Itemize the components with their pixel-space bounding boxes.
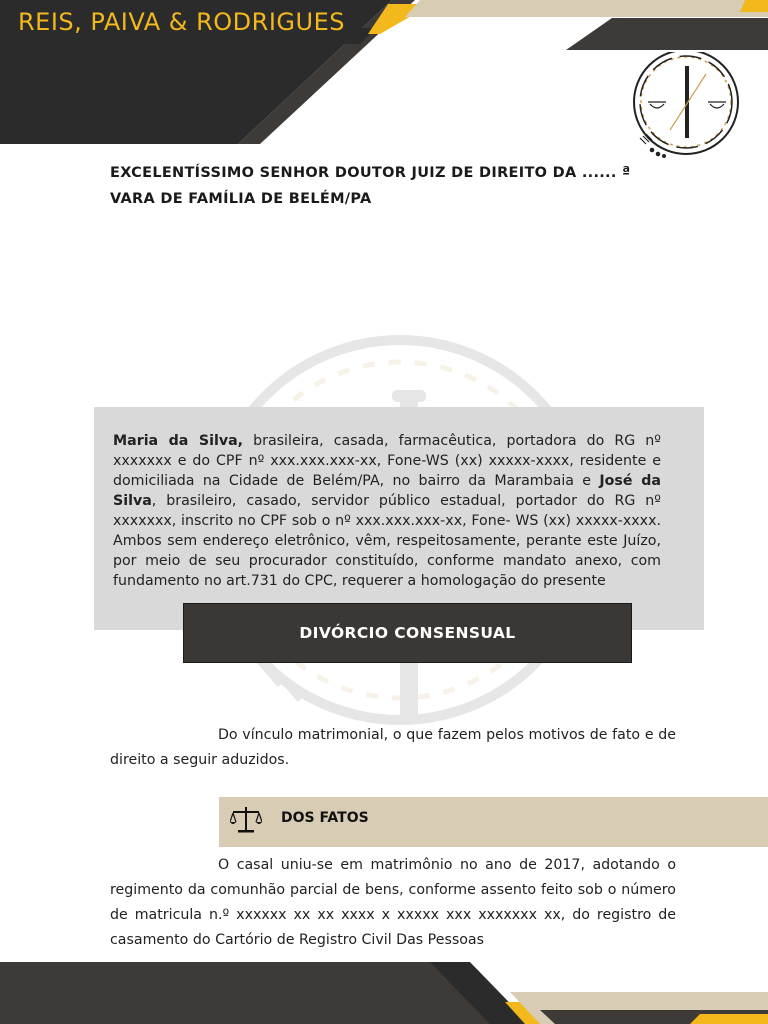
party2-details: , brasileiro, casado, servidor público estadual, portador do RG nº xxxxxxx, inscrito no CPF sob o nº xxx.xxx.xxx-xx, Fone- WS (xx) xxxxx-xxxx. Ambos sem endereço eletrônico, vêm, respeitosamente, perante este Juízo, por meio de seu procurador constituído, conforme mandato anexo, com fundamento no art.731 do CPC, requerer a homologação do presente: [113, 493, 661, 589]
party1-name: Maria da Silva,: [113, 433, 244, 449]
footer-decoration: [0, 962, 768, 1024]
firm-logo: [630, 52, 750, 160]
facts-paragraph-text: O casal uniu-se em matrimônio no ano de 2017, adotando o regimento da comunhão parcial de bens, conforme assento feito sob o número de matricula n.º xxxxxx xx xx xxxx x xxxxx xxx xxxxxxx xx, do registro de casamento do Cartório de Registro Civil Das Pessoas: [110, 857, 676, 948]
parties-qualification: [113, 431, 661, 607]
action-title: DIVÓRCIO CONSENSUAL: [299, 624, 516, 642]
petition-addressee: [110, 160, 670, 212]
addressee-line-1: EXCELENTÍSSIMO SENHOR DOUTOR JUIZ DE DIREITO DA ...... ª: [110, 165, 631, 181]
facts-paragraph: [110, 853, 676, 953]
intro-paragraph-text: Do vínculo matrimonial, o que fazem pelos motivos de fato e de direito a seguir aduzidos.: [110, 727, 676, 768]
party2-name: José da Silva: [113, 473, 661, 509]
action-title-banner: [183, 603, 632, 663]
firm-name: REIS, PAIVA & RODRIGUES: [18, 8, 345, 36]
addressee-line-2: VARA DE FAMÍLIA DE BELÉM/PA: [110, 191, 372, 207]
section-title-facts: DOS FATOS: [281, 810, 369, 826]
party1-details: brasileira, casada, farmacêutica, portadora do RG nº xxxxxxx e do CPF nº xxx.xxx.xxx-xx, Fone-WS (xx) xxxxx-xxxx, residente e domiciliada na Cidade de Belém/PA, no bairro da Marambaia e: [113, 433, 661, 489]
scales-of-justice-icon: [230, 803, 262, 835]
intro-paragraph: [110, 723, 676, 773]
